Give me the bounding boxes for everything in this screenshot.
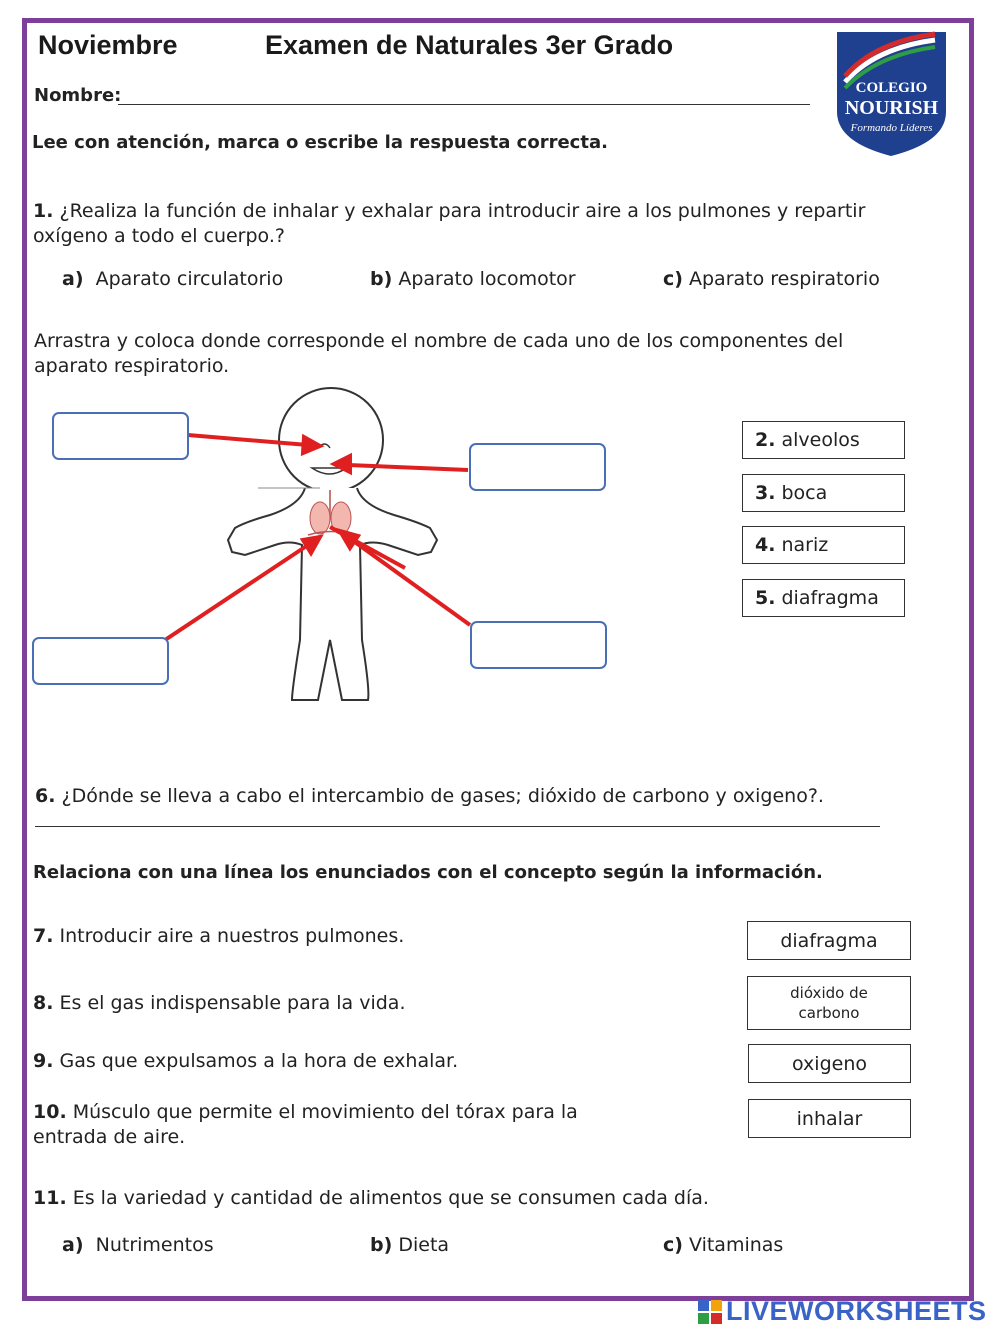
q11-option-b[interactable]: b) Dieta: [370, 1234, 450, 1256]
q1-option-a[interactable]: a) Aparato circulatorio: [62, 268, 284, 290]
concept-dioxido-de-carbono[interactable]: dióxido de carbono: [747, 976, 911, 1030]
drop-box-boca-target[interactable]: [469, 443, 606, 491]
drag-instruction-line1: Arrastra y coloca donde corresponde el nombre de cada uno de los componentes del: [34, 330, 844, 352]
drop-box-alveolos-target[interactable]: [470, 621, 607, 669]
drag-word-diafragma[interactable]: 5. diafragma: [742, 579, 905, 617]
q11-option-a[interactable]: a) Nutrimentos: [62, 1234, 214, 1256]
drag-instruction-line2: aparato respiratorio.: [34, 355, 230, 377]
relate-item-8: 8. Es el gas indispensable para la vida.: [33, 992, 406, 1014]
month-heading: Noviembre: [38, 30, 178, 60]
q1-option-b[interactable]: b) Aparato locomotor: [370, 268, 576, 290]
drag-word-alveolos[interactable]: 2. alveolos: [742, 421, 905, 459]
concept-oxigeno[interactable]: oxigeno: [748, 1044, 911, 1083]
logo-line1: COLEGIO: [855, 80, 928, 96]
drop-box-diafragma-target[interactable]: [32, 637, 169, 685]
q1-number: 1.: [33, 200, 54, 222]
concept-diafragma[interactable]: diafragma: [747, 921, 911, 960]
name-label: Nombre:: [34, 85, 122, 106]
drag-word-boca[interactable]: 3. boca: [742, 474, 905, 512]
instructions: Lee con atención, marca o escribe la respuesta correcta.: [32, 132, 608, 153]
logo-line2: NOURISH: [844, 97, 939, 119]
q1-text-line1: [33, 200, 865, 222]
relate-item-10: 10. Músculo que permite el movimiento del tórax para la: [33, 1101, 578, 1123]
school-logo: [835, 30, 948, 158]
drag-word-nariz[interactable]: 4. nariz: [742, 526, 905, 564]
q1-text: ¿Realiza la función de inhalar y exhalar para introducir aire a los pulmones y repartir: [59, 200, 866, 222]
q1-text-line2: oxígeno a todo el cuerpo.?: [33, 225, 285, 247]
q6-text: 6. ¿Dónde se lleva a cabo el intercambio de gases; dióxido de carbono y oxigeno?.: [35, 785, 824, 807]
liveworksheets-brand[interactable]: LIVEWORKSHEETS: [726, 1296, 987, 1326]
q6-answer-line[interactable]: [35, 825, 880, 827]
name-input-line[interactable]: [118, 103, 810, 105]
q11-option-c[interactable]: c) Vitaminas: [663, 1234, 784, 1256]
relate-item-7: 7. Introducir aire a nuestros pulmones.: [33, 925, 405, 947]
relate-instruction: Relaciona con una línea los enunciados con el concepto según la información.: [33, 862, 823, 883]
liveworksheets-logo-icon: [698, 1300, 722, 1324]
drop-box-nariz-target[interactable]: [52, 412, 189, 460]
q11-text: 11. Es la variedad y cantidad de alimentos que se consumen cada día.: [33, 1187, 709, 1209]
q1-option-c[interactable]: c) Aparato respiratorio: [663, 268, 880, 290]
concept-inhalar[interactable]: inhalar: [748, 1099, 911, 1138]
relate-item-10-line2: entrada de aire.: [33, 1126, 186, 1148]
logo-line3: Formando Líderes: [850, 122, 933, 134]
exam-title: Examen de Naturales 3er Grado: [265, 30, 674, 60]
relate-item-9: 9. Gas que expulsamos a la hora de exhalar.: [33, 1050, 459, 1072]
